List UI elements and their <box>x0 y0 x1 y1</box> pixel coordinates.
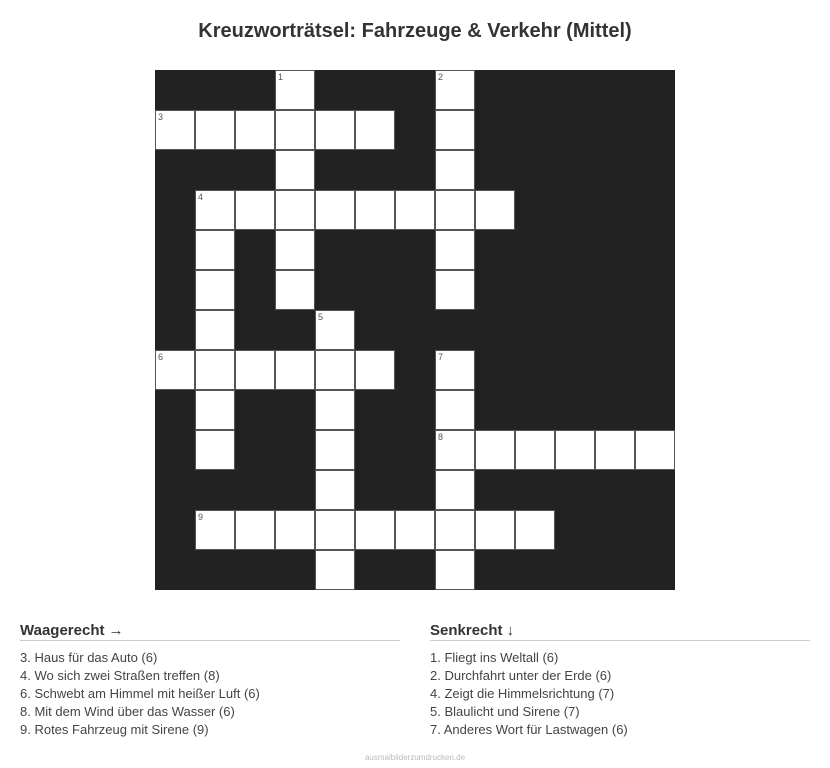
down-clue: 2. Durchfahrt unter der Erde (6) <box>430 668 612 683</box>
grid-cell[interactable] <box>435 190 475 230</box>
grid-cell[interactable] <box>515 430 555 470</box>
grid-cell[interactable] <box>435 510 475 550</box>
clue-number: 5 <box>318 312 324 322</box>
down-clues <box>430 622 810 739</box>
grid-cell[interactable] <box>315 110 355 150</box>
grid-cell[interactable] <box>315 390 355 430</box>
page-title: Kreuzworträtsel: Fahrzeuge & Verkehr (Mittel) <box>198 20 632 42</box>
grid-cell[interactable] <box>435 350 475 390</box>
grid-cell[interactable] <box>315 310 355 350</box>
grid-cell[interactable] <box>435 430 475 470</box>
across-clues <box>20 622 400 739</box>
clue-number: 2 <box>438 72 444 82</box>
grid-cell[interactable] <box>195 270 235 310</box>
grid-cell[interactable] <box>355 510 395 550</box>
down-heading <box>430 622 810 641</box>
grid-cell[interactable] <box>315 430 355 470</box>
across-heading <box>20 622 400 641</box>
grid-cell[interactable] <box>315 190 355 230</box>
grid-cell[interactable] <box>195 430 235 470</box>
clue-number: 7 <box>438 352 444 362</box>
clue-number: 6 <box>158 352 164 362</box>
grid-cell[interactable] <box>275 270 315 310</box>
grid-cell[interactable] <box>195 230 235 270</box>
grid-cell[interactable] <box>435 390 475 430</box>
footer-credit: ausmalbilderzumdrucken.de <box>364 753 466 762</box>
grid-cell[interactable] <box>395 510 435 550</box>
grid-cell[interactable] <box>195 510 235 550</box>
grid-cell[interactable] <box>355 350 395 390</box>
grid-cell[interactable] <box>435 70 475 110</box>
grid-cell[interactable] <box>195 310 235 350</box>
grid-cell[interactable] <box>275 70 315 110</box>
grid-cell[interactable] <box>315 350 355 390</box>
grid-cell[interactable] <box>275 510 315 550</box>
grid-cell[interactable] <box>435 110 475 150</box>
grid-cell[interactable] <box>355 190 395 230</box>
across-clue: 9. Rotes Fahrzeug mit Sirene (9) <box>20 722 209 737</box>
grid-cell[interactable] <box>195 190 235 230</box>
down-clue: 4. Zeigt die Himmelsrichtung (7) <box>430 686 615 701</box>
grid-cell[interactable] <box>435 550 475 590</box>
down-heading-label: Senkrecht <box>430 622 503 639</box>
grid-cell[interactable] <box>635 430 675 470</box>
clue-number: 8 <box>438 432 444 442</box>
crossword-grid <box>155 70 675 590</box>
grid-cell[interactable] <box>275 190 315 230</box>
across-clue: 8. Mit dem Wind über das Wasser (6) <box>20 704 235 719</box>
clue-number: 9 <box>198 512 204 522</box>
down-clue: 7. Anderes Wort für Lastwagen (6) <box>430 722 628 737</box>
down-clue: 1. Fliegt ins Weltall (6) <box>430 650 559 665</box>
grid-cell[interactable] <box>235 510 275 550</box>
across-clue: 6. Schwebt am Himmel mit heißer Luft (6) <box>20 686 260 701</box>
grid-cell[interactable] <box>435 470 475 510</box>
across-clue: 3. Haus für das Auto (6) <box>20 650 158 665</box>
grid-cell[interactable] <box>235 110 275 150</box>
arrow-right-icon: → <box>108 622 124 639</box>
grid-cell[interactable] <box>475 510 515 550</box>
clue-number: 4 <box>198 192 204 202</box>
across-heading-label: Waagerecht <box>20 622 105 639</box>
grid-cell[interactable] <box>155 110 195 150</box>
grid-cell[interactable] <box>355 110 395 150</box>
grid-cell[interactable] <box>315 470 355 510</box>
grid-cell[interactable] <box>275 230 315 270</box>
grid-cell[interactable] <box>555 430 595 470</box>
grid-cell[interactable] <box>435 270 475 310</box>
grid-cell[interactable] <box>395 190 435 230</box>
grid-cell[interactable] <box>435 150 475 190</box>
across-clue-list <box>20 649 400 739</box>
across-clue: 4. Wo sich zwei Straßen treffen (8) <box>20 668 220 683</box>
grid-cell[interactable] <box>195 110 235 150</box>
down-clue: 5. Blaulicht und Sirene (7) <box>430 704 580 719</box>
grid-cell[interactable] <box>235 350 275 390</box>
grid-cell[interactable] <box>475 190 515 230</box>
grid-cell[interactable] <box>275 110 315 150</box>
grid-cell[interactable] <box>275 350 315 390</box>
grid-cell[interactable] <box>315 550 355 590</box>
grid-cell[interactable] <box>195 390 235 430</box>
grid-cell[interactable] <box>195 350 235 390</box>
grid-cell[interactable] <box>315 510 355 550</box>
clue-number: 3 <box>158 112 164 122</box>
clue-number: 1 <box>278 72 284 82</box>
grid-cell[interactable] <box>155 350 195 390</box>
grid-cell[interactable] <box>475 430 515 470</box>
grid-cell[interactable] <box>275 150 315 190</box>
grid-cell[interactable] <box>435 230 475 270</box>
grid-cell[interactable] <box>235 190 275 230</box>
arrow-down-icon: ↓ <box>506 622 515 639</box>
grid-cell[interactable] <box>515 510 555 550</box>
down-clue-list <box>430 649 810 739</box>
grid-cell[interactable] <box>595 430 635 470</box>
